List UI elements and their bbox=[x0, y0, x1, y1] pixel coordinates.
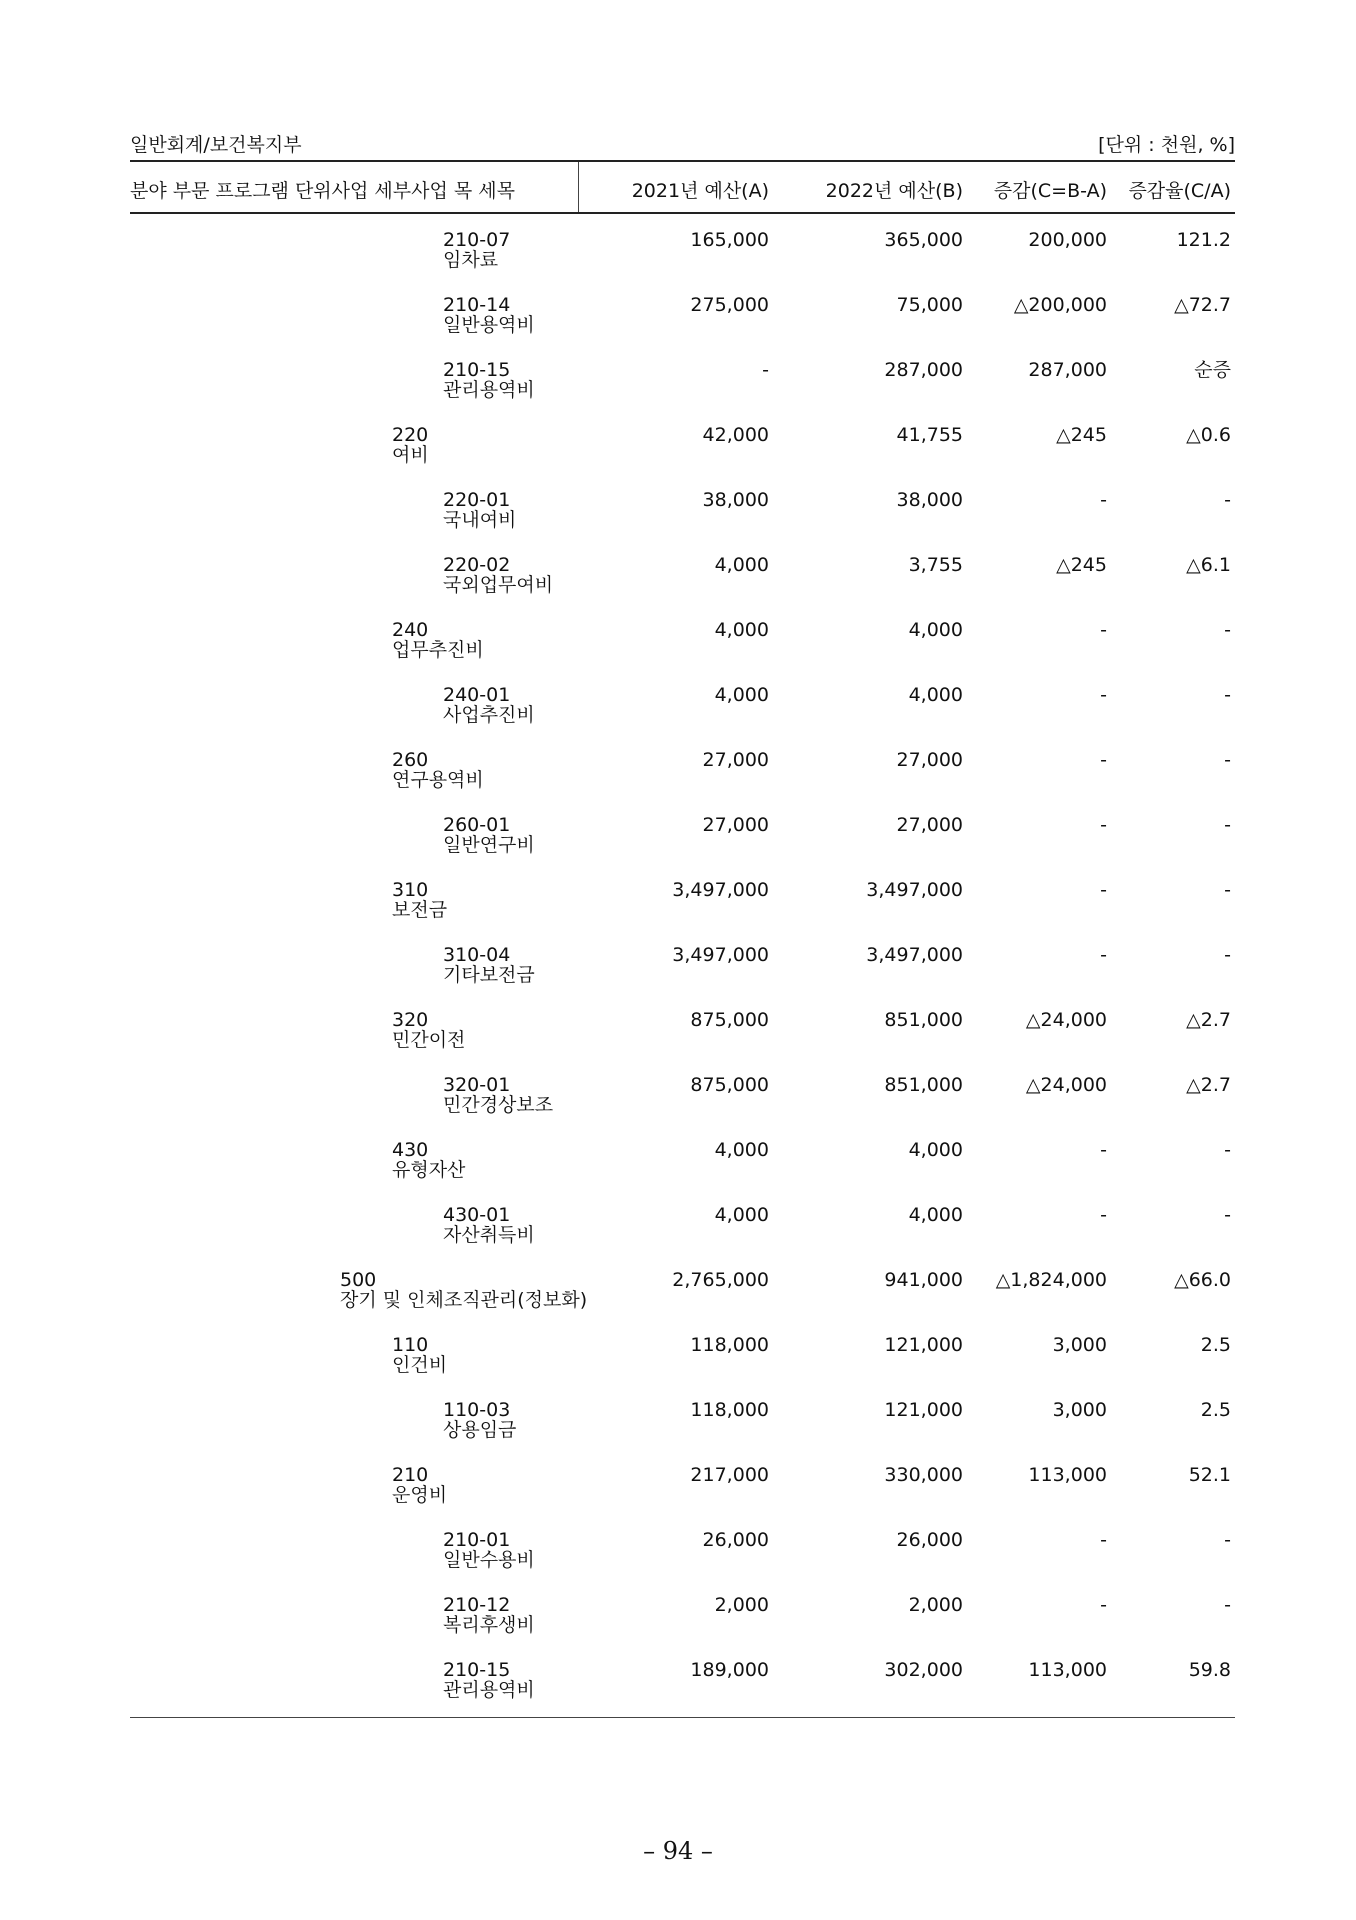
item-name: 국내여비 bbox=[443, 509, 517, 531]
budget-2021-value: 875,000 bbox=[690, 1009, 769, 1031]
budget-2021-value: 4,000 bbox=[714, 619, 769, 641]
change-value: - bbox=[1100, 814, 1107, 836]
budget-2021-value: 3,497,000 bbox=[672, 879, 769, 901]
budget-2022-value: 851,000 bbox=[884, 1074, 963, 1096]
budget-2022-value: 4,000 bbox=[908, 1139, 963, 1161]
budget-page bbox=[130, 130, 1235, 1718]
change-rate-value: 2.5 bbox=[1200, 1334, 1231, 1356]
table-row bbox=[130, 1384, 1235, 1449]
change-value: △245 bbox=[1056, 424, 1107, 446]
table-row bbox=[130, 279, 1235, 344]
budget-2021-value: 875,000 bbox=[690, 1074, 769, 1096]
item-name: 민간이전 bbox=[392, 1029, 466, 1051]
budget-2022-value: 2,000 bbox=[908, 1594, 963, 1616]
change-value: △200,000 bbox=[1013, 294, 1107, 316]
table-row bbox=[130, 864, 1235, 929]
change-value: 3,000 bbox=[1052, 1399, 1107, 1421]
budget-2022-value: 941,000 bbox=[884, 1269, 963, 1291]
table-row bbox=[130, 1189, 1235, 1254]
budget-2022-value: 38,000 bbox=[896, 489, 963, 511]
budget-2021-value: 2,000 bbox=[714, 1594, 769, 1616]
table-row bbox=[130, 214, 1235, 279]
item-code: 320-01 bbox=[443, 1074, 511, 1096]
item-code: 430 bbox=[392, 1139, 429, 1161]
change-value: - bbox=[1100, 1594, 1107, 1616]
item-code: 210-01 bbox=[443, 1529, 511, 1551]
item-name: 자산취득비 bbox=[443, 1224, 535, 1246]
item-name: 여비 bbox=[392, 444, 429, 466]
change-rate-value: 52.1 bbox=[1188, 1464, 1231, 1486]
item-code: 220 bbox=[392, 424, 429, 446]
change-value: △24,000 bbox=[1025, 1074, 1107, 1096]
change-value: △245 bbox=[1056, 554, 1107, 576]
budget-2022-value: 851,000 bbox=[884, 1009, 963, 1031]
item-code: 260-01 bbox=[443, 814, 511, 836]
budget-2022-value: 287,000 bbox=[884, 359, 963, 381]
table-row bbox=[130, 604, 1235, 669]
change-value: - bbox=[1100, 619, 1107, 641]
change-rate-value: △0.6 bbox=[1186, 424, 1231, 446]
change-value: - bbox=[1100, 749, 1107, 771]
item-name: 일반용역비 bbox=[443, 314, 535, 336]
change-rate-value: △2.7 bbox=[1186, 1074, 1231, 1096]
budget-2022-value: 41,755 bbox=[896, 424, 963, 446]
budget-2022-value: 3,755 bbox=[908, 554, 963, 576]
item-name: 업무추진비 bbox=[392, 639, 484, 661]
item-code: 110 bbox=[392, 1334, 429, 1356]
item-code: 220-01 bbox=[443, 489, 511, 511]
table-row bbox=[130, 734, 1235, 799]
item-code: 240 bbox=[392, 619, 429, 641]
table-row bbox=[130, 669, 1235, 734]
item-name: 사업추진비 bbox=[443, 704, 535, 726]
budget-2022-value: 75,000 bbox=[896, 294, 963, 316]
item-name: 상용임금 bbox=[443, 1419, 517, 1441]
item-name: 임차료 bbox=[443, 249, 499, 271]
table-row bbox=[130, 1254, 1235, 1319]
change-value: △24,000 bbox=[1025, 1009, 1107, 1031]
change-value: △1,824,000 bbox=[995, 1269, 1107, 1291]
item-name: 복리후생비 bbox=[443, 1614, 535, 1636]
budget-2022-value: 330,000 bbox=[884, 1464, 963, 1486]
item-code: 210-15 bbox=[443, 359, 511, 381]
budget-2021-value: 165,000 bbox=[690, 229, 769, 251]
change-value: 3,000 bbox=[1052, 1334, 1107, 1356]
change-rate-value: 2.5 bbox=[1200, 1399, 1231, 1421]
change-value: 200,000 bbox=[1028, 229, 1107, 251]
change-rate-value: - bbox=[1224, 489, 1231, 511]
item-name: 인건비 bbox=[392, 1354, 448, 1376]
budget-2021-value: 2,765,000 bbox=[672, 1269, 769, 1291]
change-value: - bbox=[1100, 1529, 1107, 1551]
item-code: 210-12 bbox=[443, 1594, 511, 1616]
item-code: 210-07 bbox=[443, 229, 511, 251]
column-header-change-rate: 증감율(C/A) bbox=[1128, 180, 1231, 202]
budget-2022-value: 121,000 bbox=[884, 1334, 963, 1356]
item-code: 310 bbox=[392, 879, 429, 901]
budget-2022-value: 365,000 bbox=[884, 229, 963, 251]
change-rate-value: - bbox=[1224, 879, 1231, 901]
document-header bbox=[130, 130, 1235, 160]
item-code: 310-04 bbox=[443, 944, 511, 966]
column-header-classification: 분야 부문 프로그램 단위사업 세부사업 목 세목 bbox=[130, 180, 515, 202]
change-value: - bbox=[1100, 489, 1107, 511]
change-rate-value: 121.2 bbox=[1176, 229, 1231, 251]
change-rate-value: △72.7 bbox=[1174, 294, 1231, 316]
item-name: 일반수용비 bbox=[443, 1549, 535, 1571]
table-row bbox=[130, 994, 1235, 1059]
change-rate-value: - bbox=[1224, 684, 1231, 706]
budget-2022-value: 4,000 bbox=[908, 619, 963, 641]
item-name: 국외업무여비 bbox=[443, 574, 554, 596]
item-code: 320 bbox=[392, 1009, 429, 1031]
budget-2021-value: 27,000 bbox=[702, 814, 769, 836]
change-value: - bbox=[1100, 1204, 1107, 1226]
budget-2021-value: 4,000 bbox=[714, 554, 769, 576]
table-row bbox=[130, 1644, 1235, 1709]
change-rate-value: △66.0 bbox=[1174, 1269, 1231, 1291]
unit-label: [단위 : 천원, %] bbox=[1098, 134, 1235, 156]
table-header bbox=[130, 162, 1235, 212]
budget-2021-value: 4,000 bbox=[714, 1204, 769, 1226]
table-row bbox=[130, 474, 1235, 539]
budget-2022-value: 4,000 bbox=[908, 1204, 963, 1226]
budget-2022-value: 121,000 bbox=[884, 1399, 963, 1421]
budget-2021-value: 118,000 bbox=[690, 1399, 769, 1421]
table-row bbox=[130, 799, 1235, 864]
account-title: 일반회계/보건복지부 bbox=[130, 134, 302, 156]
item-code: 500 bbox=[340, 1269, 377, 1291]
budget-2021-value: 4,000 bbox=[714, 684, 769, 706]
change-rate-value: △2.7 bbox=[1186, 1009, 1231, 1031]
change-rate-value: - bbox=[1224, 1594, 1231, 1616]
table-row bbox=[130, 1124, 1235, 1189]
change-rate-value: - bbox=[1224, 749, 1231, 771]
item-name: 일반연구비 bbox=[443, 834, 535, 856]
table-row bbox=[130, 409, 1235, 474]
item-name: 관리용역비 bbox=[443, 379, 535, 401]
change-rate-value: - bbox=[1224, 1529, 1231, 1551]
item-code: 210 bbox=[392, 1464, 429, 1486]
change-rate-value: - bbox=[1224, 1139, 1231, 1161]
budget-2021-value: - bbox=[762, 359, 769, 381]
change-rate-value: △6.1 bbox=[1186, 554, 1231, 576]
table-row bbox=[130, 1449, 1235, 1514]
budget-2021-value: 26,000 bbox=[702, 1529, 769, 1551]
change-value: 113,000 bbox=[1028, 1464, 1107, 1486]
budget-2021-value: 217,000 bbox=[690, 1464, 769, 1486]
change-value: 113,000 bbox=[1028, 1659, 1107, 1681]
budget-2021-value: 275,000 bbox=[690, 294, 769, 316]
item-code: 210-15 bbox=[443, 1659, 511, 1681]
item-name: 유형자산 bbox=[392, 1159, 466, 1181]
header-divider bbox=[578, 162, 579, 212]
table-row bbox=[130, 929, 1235, 994]
budget-2021-value: 3,497,000 bbox=[672, 944, 769, 966]
item-code: 260 bbox=[392, 749, 429, 771]
budget-2022-value: 26,000 bbox=[896, 1529, 963, 1551]
table-row bbox=[130, 1579, 1235, 1644]
budget-2022-value: 302,000 bbox=[884, 1659, 963, 1681]
item-name: 운영비 bbox=[392, 1484, 448, 1506]
table-row bbox=[130, 1059, 1235, 1124]
budget-table-body bbox=[130, 214, 1235, 1709]
table-row bbox=[130, 344, 1235, 409]
budget-2021-value: 118,000 bbox=[690, 1334, 769, 1356]
budget-2022-value: 4,000 bbox=[908, 684, 963, 706]
budget-2021-value: 38,000 bbox=[702, 489, 769, 511]
item-name: 기타보전금 bbox=[443, 964, 535, 986]
column-header-2022: 2022년 예산(B) bbox=[825, 180, 963, 202]
item-code: 210-14 bbox=[443, 294, 511, 316]
table-row bbox=[130, 1319, 1235, 1384]
change-rate-value: 순증 bbox=[1194, 359, 1231, 381]
change-rate-value: - bbox=[1224, 1204, 1231, 1226]
budget-2022-value: 3,497,000 bbox=[866, 944, 963, 966]
change-value: 287,000 bbox=[1028, 359, 1107, 381]
table-row bbox=[130, 539, 1235, 604]
item-name: 연구용역비 bbox=[392, 769, 484, 791]
column-header-2021: 2021년 예산(A) bbox=[631, 180, 769, 202]
change-rate-value: - bbox=[1224, 944, 1231, 966]
change-value: - bbox=[1100, 944, 1107, 966]
change-value: - bbox=[1100, 879, 1107, 901]
budget-2022-value: 3,497,000 bbox=[866, 879, 963, 901]
change-rate-value: - bbox=[1224, 814, 1231, 836]
table-row bbox=[130, 1514, 1235, 1579]
budget-2021-value: 42,000 bbox=[702, 424, 769, 446]
budget-2021-value: 4,000 bbox=[714, 1139, 769, 1161]
budget-2021-value: 189,000 bbox=[690, 1659, 769, 1681]
change-rate-value: 59.8 bbox=[1188, 1659, 1231, 1681]
column-header-change: 증감(C=B-A) bbox=[993, 180, 1107, 202]
item-code: 220-02 bbox=[443, 554, 511, 576]
item-name: 보전금 bbox=[392, 899, 448, 921]
page-number: – 94 – bbox=[643, 1837, 713, 1865]
item-name: 관리용역비 bbox=[443, 1679, 535, 1701]
item-code: 430-01 bbox=[443, 1204, 511, 1226]
item-code: 240-01 bbox=[443, 684, 511, 706]
table-bottom-rule bbox=[130, 1717, 1235, 1718]
budget-2021-value: 27,000 bbox=[702, 749, 769, 771]
item-name: 장기 및 인체조직관리(정보화) bbox=[340, 1289, 588, 1311]
change-rate-value: - bbox=[1224, 619, 1231, 641]
item-code: 110-03 bbox=[443, 1399, 511, 1421]
item-name: 민간경상보조 bbox=[443, 1094, 554, 1116]
budget-2022-value: 27,000 bbox=[896, 749, 963, 771]
change-value: - bbox=[1100, 1139, 1107, 1161]
change-value: - bbox=[1100, 684, 1107, 706]
budget-2022-value: 27,000 bbox=[896, 814, 963, 836]
